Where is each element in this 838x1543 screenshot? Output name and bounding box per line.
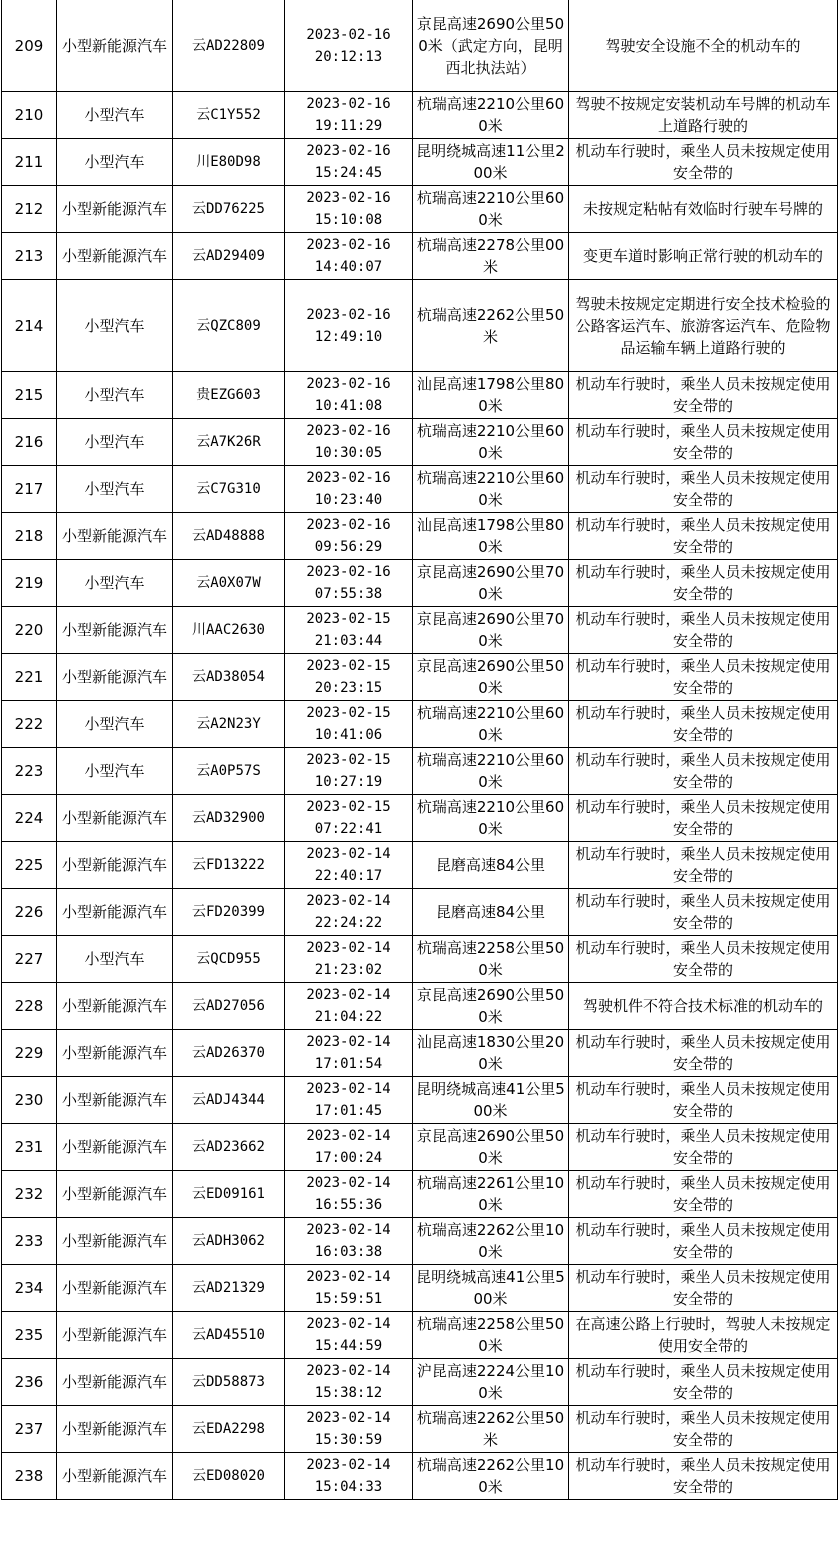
violation-time: 2023-02-14 16:03:38: [285, 1218, 413, 1265]
violation-location: 杭瑞高速2210公里600米: [413, 748, 569, 795]
violation-time: 2023-02-16 07:55:38: [285, 560, 413, 607]
violation-location: 杭瑞高速2210公里600米: [413, 701, 569, 748]
table-row: [2, 513, 838, 560]
vehicle-type: 小型新能源汽车: [57, 1077, 173, 1124]
violation-description: 机动车行驶时，乘坐人员未按规定使用安全带的: [569, 1359, 838, 1406]
plate-number: 云AD48888: [173, 513, 285, 560]
violation-location: 杭瑞高速2261公里100米: [413, 1171, 569, 1218]
plate-number: 云DD76225: [173, 186, 285, 233]
violation-location: 京昆高速2690公里700米: [413, 607, 569, 654]
plate-number: 云DD58873: [173, 1359, 285, 1406]
table-row: [2, 1171, 838, 1218]
plate-number: 云ADJ4344: [173, 1077, 285, 1124]
violation-description: 机动车行驶时，乘坐人员未按规定使用安全带的: [569, 889, 838, 936]
plate-number: 云AD22809: [173, 0, 285, 92]
violation-description: 未按规定粘帖有效临时行驶车号牌的: [569, 186, 838, 233]
vehicle-type: 小型汽车: [57, 701, 173, 748]
violation-description: 机动车行驶时，乘坐人员未按规定使用安全带的: [569, 654, 838, 701]
vehicle-type: 小型新能源汽车: [57, 654, 173, 701]
violation-location: 杭瑞高速2262公里100米: [413, 1453, 569, 1500]
violation-description: 机动车行驶时，乘坐人员未按规定使用安全带的: [569, 1030, 838, 1077]
table-row: [2, 0, 838, 92]
vehicle-type: 小型新能源汽车: [57, 607, 173, 654]
record-number: 226: [2, 889, 57, 936]
violation-description: 机动车行驶时，乘坐人员未按规定使用安全带的: [569, 1171, 838, 1218]
plate-number: 云QCD955: [173, 936, 285, 983]
vehicle-type: 小型汽车: [57, 419, 173, 466]
plate-number: 云AD38054: [173, 654, 285, 701]
table-row: [2, 1312, 838, 1359]
record-number: 218: [2, 513, 57, 560]
vehicle-type: 小型新能源汽车: [57, 1171, 173, 1218]
record-number: 232: [2, 1171, 57, 1218]
violation-description: 机动车行驶时，乘坐人员未按规定使用安全带的: [569, 560, 838, 607]
violation-description: 在高速公路上行驶时，驾驶人未按规定使用安全带的: [569, 1312, 838, 1359]
violation-description: 机动车行驶时，乘坐人员未按规定使用安全带的: [569, 139, 838, 186]
vehicle-type: 小型新能源汽车: [57, 233, 173, 280]
record-number: 229: [2, 1030, 57, 1077]
record-number: 237: [2, 1406, 57, 1453]
vehicle-type: 小型新能源汽车: [57, 1453, 173, 1500]
violation-location: 汕昆高速1830公里200米: [413, 1030, 569, 1077]
table-row: [2, 92, 838, 139]
violation-location: 汕昆高速1798公里800米: [413, 372, 569, 419]
violation-location: 杭瑞高速2262公里100米: [413, 1218, 569, 1265]
vehicle-type: 小型新能源汽车: [57, 795, 173, 842]
violation-description: 机动车行驶时，乘坐人员未按规定使用安全带的: [569, 1077, 838, 1124]
table-row: [2, 842, 838, 889]
violation-description: 机动车行驶时，乘坐人员未按规定使用安全带的: [569, 513, 838, 560]
violation-time: 2023-02-14 17:01:54: [285, 1030, 413, 1077]
table-row: [2, 372, 838, 419]
violation-location: 昆明绕城高速41公里500米: [413, 1265, 569, 1312]
plate-number: 云ED08020: [173, 1453, 285, 1500]
table-row: [2, 419, 838, 466]
violation-location: 京昆高速2690公里700米: [413, 560, 569, 607]
table-row: [2, 983, 838, 1030]
table-row: [2, 936, 838, 983]
vehicle-type: 小型汽车: [57, 280, 173, 372]
violation-time: 2023-02-14 21:23:02: [285, 936, 413, 983]
violation-time: 2023-02-16 12:49:10: [285, 280, 413, 372]
plate-number: 云AD26370: [173, 1030, 285, 1077]
vehicle-type: 小型汽车: [57, 372, 173, 419]
plate-number: 云AD45510: [173, 1312, 285, 1359]
violation-location: 杭瑞高速2262公里50米: [413, 1406, 569, 1453]
table-row: [2, 1077, 838, 1124]
violation-description: 驾驶机件不符合技术标准的机动车的: [569, 983, 838, 1030]
record-number: 211: [2, 139, 57, 186]
violation-description: 机动车行驶时，乘坐人员未按规定使用安全带的: [569, 842, 838, 889]
plate-number: 贵EZG603: [173, 372, 285, 419]
table-row: [2, 889, 838, 936]
record-number: 236: [2, 1359, 57, 1406]
plate-number: 云FD13222: [173, 842, 285, 889]
table-row: [2, 466, 838, 513]
record-number: 225: [2, 842, 57, 889]
record-number: 224: [2, 795, 57, 842]
violation-records-table: [1, 0, 838, 1500]
violation-time: 2023-02-14 15:04:33: [285, 1453, 413, 1500]
vehicle-type: 小型新能源汽车: [57, 513, 173, 560]
plate-number: 云ADH3062: [173, 1218, 285, 1265]
violation-location: 昆磨高速84公里: [413, 842, 569, 889]
vehicle-type: 小型汽车: [57, 466, 173, 513]
plate-number: 川E80D98: [173, 139, 285, 186]
violation-description: 驾驶未按规定定期进行安全技术检验的公路客运汽车、旅游客运汽车、危险物品运输车辆上道路行驶的: [569, 280, 838, 372]
violation-location: 杭瑞高速2210公里600米: [413, 419, 569, 466]
violation-description: 机动车行驶时，乘坐人员未按规定使用安全带的: [569, 607, 838, 654]
table-row: [2, 280, 838, 372]
violation-time: 2023-02-14 17:01:45: [285, 1077, 413, 1124]
table-row: [2, 560, 838, 607]
violation-location: 杭瑞高速2258公里500米: [413, 1312, 569, 1359]
vehicle-type: 小型新能源汽车: [57, 186, 173, 233]
plate-number: 云AD23662: [173, 1124, 285, 1171]
vehicle-type: 小型新能源汽车: [57, 0, 173, 92]
violation-time: 2023-02-15 20:23:15: [285, 654, 413, 701]
vehicle-type: 小型新能源汽车: [57, 1030, 173, 1077]
violation-location: 杭瑞高速2210公里600米: [413, 92, 569, 139]
violation-time: 2023-02-16 09:56:29: [285, 513, 413, 560]
table-row: [2, 1359, 838, 1406]
record-number: 231: [2, 1124, 57, 1171]
table-row: [2, 1265, 838, 1312]
violation-time: 2023-02-16 10:23:40: [285, 466, 413, 513]
table-row: [2, 748, 838, 795]
vehicle-type: 小型汽车: [57, 139, 173, 186]
violation-description: 机动车行驶时，乘坐人员未按规定使用安全带的: [569, 419, 838, 466]
plate-number: 云QZC809: [173, 280, 285, 372]
vehicle-type: 小型新能源汽车: [57, 1312, 173, 1359]
violation-description: 机动车行驶时，乘坐人员未按规定使用安全带的: [569, 1218, 838, 1265]
plate-number: 云A0X07W: [173, 560, 285, 607]
vehicle-type: 小型新能源汽车: [57, 1124, 173, 1171]
record-number: 209: [2, 0, 57, 92]
vehicle-type: 小型汽车: [57, 92, 173, 139]
record-number: 210: [2, 92, 57, 139]
violation-location: 京昆高速2690公里500米: [413, 654, 569, 701]
violation-location: 汕昆高速1798公里800米: [413, 513, 569, 560]
table-row: [2, 233, 838, 280]
record-number: 215: [2, 372, 57, 419]
violation-time: 2023-02-14 16:55:36: [285, 1171, 413, 1218]
table-row: [2, 139, 838, 186]
table-row: [2, 186, 838, 233]
record-number: 234: [2, 1265, 57, 1312]
vehicle-type: 小型新能源汽车: [57, 1218, 173, 1265]
violation-description: 机动车行驶时，乘坐人员未按规定使用安全带的: [569, 1265, 838, 1312]
vehicle-type: 小型汽车: [57, 936, 173, 983]
violation-description: 机动车行驶时，乘坐人员未按规定使用安全带的: [569, 466, 838, 513]
violation-description: 机动车行驶时，乘坐人员未按规定使用安全带的: [569, 936, 838, 983]
violation-location: 京昆高速2690公里500米: [413, 1124, 569, 1171]
vehicle-type: 小型新能源汽车: [57, 983, 173, 1030]
violation-location: 京昆高速2690公里500米: [413, 983, 569, 1030]
plate-number: 云EDA2298: [173, 1406, 285, 1453]
violation-time: 2023-02-14 21:04:22: [285, 983, 413, 1030]
plate-number: 云AD29409: [173, 233, 285, 280]
vehicle-type: 小型新能源汽车: [57, 889, 173, 936]
violation-time: 2023-02-15 21:03:44: [285, 607, 413, 654]
violation-time: 2023-02-14 15:38:12: [285, 1359, 413, 1406]
table-row: [2, 1030, 838, 1077]
violation-time: 2023-02-16 19:11:29: [285, 92, 413, 139]
violation-location: 昆磨高速84公里: [413, 889, 569, 936]
violation-time: 2023-02-14 22:24:22: [285, 889, 413, 936]
record-number: 223: [2, 748, 57, 795]
violation-time: 2023-02-15 07:22:41: [285, 795, 413, 842]
violation-location: 杭瑞高速2210公里600米: [413, 466, 569, 513]
violation-description: 机动车行驶时，乘坐人员未按规定使用安全带的: [569, 701, 838, 748]
violation-location: 杭瑞高速2262公里50米: [413, 280, 569, 372]
vehicle-type: 小型汽车: [57, 560, 173, 607]
violation-description: 变更车道时影响正常行驶的机动车的: [569, 233, 838, 280]
table-row: [2, 1406, 838, 1453]
violation-location: 昆明绕城高速11公里200米: [413, 139, 569, 186]
violation-location: 杭瑞高速2210公里600米: [413, 186, 569, 233]
table-row: [2, 1218, 838, 1265]
table-row: [2, 1124, 838, 1171]
plate-number: 云A0P57S: [173, 748, 285, 795]
violation-time: 2023-02-14 15:30:59: [285, 1406, 413, 1453]
table-row: [2, 701, 838, 748]
record-number: 213: [2, 233, 57, 280]
record-number: 238: [2, 1453, 57, 1500]
violation-time: 2023-02-14 17:00:24: [285, 1124, 413, 1171]
violation-time: 2023-02-16 10:30:05: [285, 419, 413, 466]
violation-time: 2023-02-15 10:27:19: [285, 748, 413, 795]
record-number: 235: [2, 1312, 57, 1359]
violation-description: 机动车行驶时，乘坐人员未按规定使用安全带的: [569, 1453, 838, 1500]
violation-time: 2023-02-16 14:40:07: [285, 233, 413, 280]
plate-number: 川AAC2630: [173, 607, 285, 654]
record-number: 221: [2, 654, 57, 701]
violation-time: 2023-02-16 20:12:13: [285, 0, 413, 92]
record-number: 212: [2, 186, 57, 233]
record-number: 222: [2, 701, 57, 748]
record-number: 214: [2, 280, 57, 372]
violation-description: 机动车行驶时，乘坐人员未按规定使用安全带的: [569, 372, 838, 419]
plate-number: 云AD32900: [173, 795, 285, 842]
plate-number: 云AD27056: [173, 983, 285, 1030]
plate-number: 云C1Y552: [173, 92, 285, 139]
record-number: 233: [2, 1218, 57, 1265]
violation-description: 机动车行驶时，乘坐人员未按规定使用安全带的: [569, 795, 838, 842]
table-row: [2, 795, 838, 842]
record-number: 216: [2, 419, 57, 466]
violation-time: 2023-02-15 10:41:06: [285, 701, 413, 748]
record-number: 219: [2, 560, 57, 607]
table-row: [2, 654, 838, 701]
plate-number: 云C7G310: [173, 466, 285, 513]
violation-time: 2023-02-14 15:59:51: [285, 1265, 413, 1312]
vehicle-type: 小型新能源汽车: [57, 1359, 173, 1406]
record-number: 220: [2, 607, 57, 654]
record-number: 230: [2, 1077, 57, 1124]
violation-description: 驾驶不按规定安装机动车号牌的机动车上道路行驶的: [569, 92, 838, 139]
vehicle-type: 小型新能源汽车: [57, 1265, 173, 1312]
violation-time: 2023-02-14 22:40:17: [285, 842, 413, 889]
table-body: [2, 0, 838, 1500]
violation-time: 2023-02-16 10:41:08: [285, 372, 413, 419]
table-row: [2, 607, 838, 654]
plate-number: 云A2N23Y: [173, 701, 285, 748]
violation-description: 机动车行驶时，乘坐人员未按规定使用安全带的: [569, 1124, 838, 1171]
violation-description: 驾驶安全设施不全的机动车的: [569, 0, 838, 92]
plate-number: 云A7K26R: [173, 419, 285, 466]
violation-time: 2023-02-14 15:44:59: [285, 1312, 413, 1359]
violation-time: 2023-02-16 15:10:08: [285, 186, 413, 233]
record-number: 228: [2, 983, 57, 1030]
violation-location: 沪昆高速2224公里100米: [413, 1359, 569, 1406]
violation-description: 机动车行驶时，乘坐人员未按规定使用安全带的: [569, 1406, 838, 1453]
record-number: 217: [2, 466, 57, 513]
violation-location: 杭瑞高速2278公里00米: [413, 233, 569, 280]
vehicle-type: 小型新能源汽车: [57, 1406, 173, 1453]
record-number: 227: [2, 936, 57, 983]
violation-description: 机动车行驶时，乘坐人员未按规定使用安全带的: [569, 748, 838, 795]
plate-number: 云FD20399: [173, 889, 285, 936]
table-row: [2, 1453, 838, 1500]
vehicle-type: 小型新能源汽车: [57, 842, 173, 889]
violation-time: 2023-02-16 15:24:45: [285, 139, 413, 186]
plate-number: 云AD21329: [173, 1265, 285, 1312]
violation-location: 杭瑞高速2210公里600米: [413, 795, 569, 842]
plate-number: 云ED09161: [173, 1171, 285, 1218]
violation-location: 京昆高速2690公里500米（武定方向，昆明西北执法站）: [413, 0, 569, 92]
vehicle-type: 小型汽车: [57, 748, 173, 795]
violation-location: 昆明绕城高速41公里500米: [413, 1077, 569, 1124]
violation-location: 杭瑞高速2258公里500米: [413, 936, 569, 983]
